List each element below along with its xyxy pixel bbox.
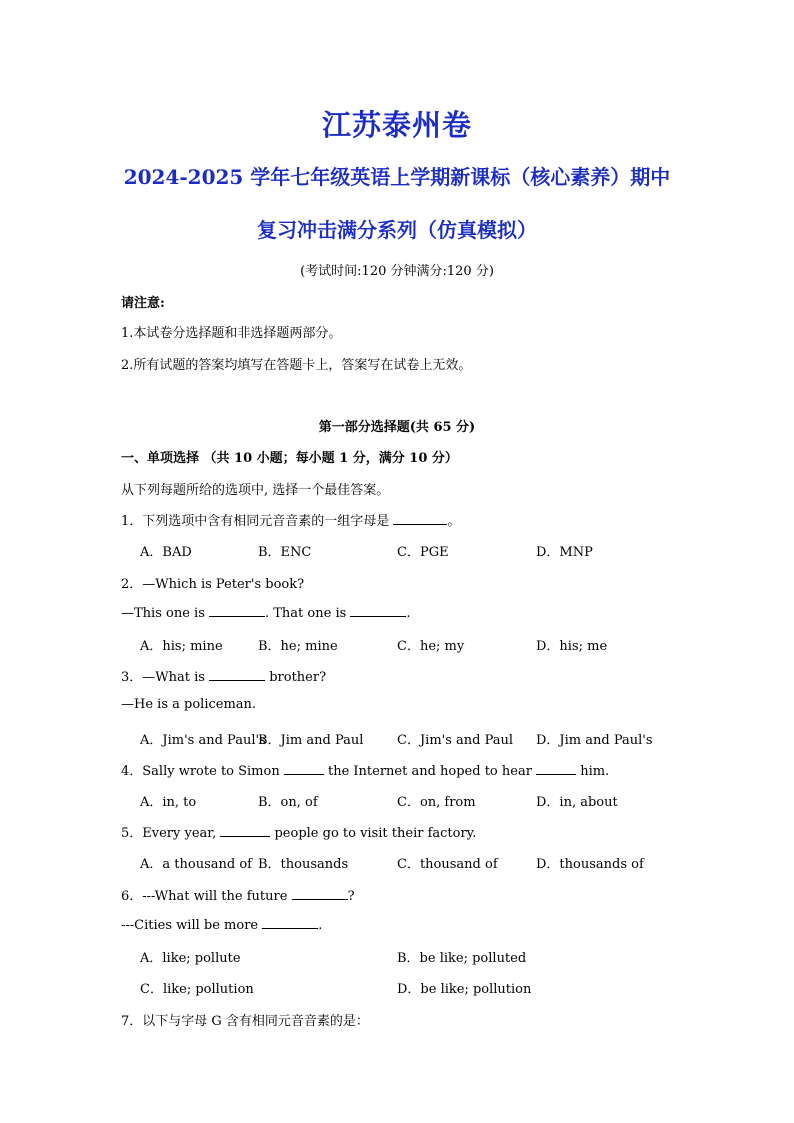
answer-blank: [262, 916, 318, 929]
question-text: . That one is: [265, 606, 351, 621]
notice-heading: 请注意:: [121, 296, 165, 311]
option-d: D．his; me: [536, 639, 608, 654]
section-title: 一、单项选择 （共 10 小题；每小题 1 分，满分 10 分）: [121, 451, 458, 466]
option-b: B．be like; polluted: [397, 951, 527, 966]
question-text: —This one is: [121, 606, 209, 621]
question-text: 1．下列选项中含有相同元音音素的一组字母是: [121, 514, 394, 529]
question-text: 4．Sally wrote to Simon: [121, 764, 284, 779]
question-text: people go to visit their factory.: [270, 826, 477, 841]
exam-subtitle-line-2: 复习冲击满分系列（仿真模拟）: [257, 218, 537, 242]
option-d: D．be like; pollution: [397, 982, 532, 997]
answer-blank: [209, 604, 265, 617]
option-a: A．his; mine: [140, 639, 223, 654]
option-c: C．on, from: [397, 795, 476, 810]
option-c: C．thousand of: [397, 857, 498, 872]
question-stem: [121, 760, 609, 779]
question-text: 3．—What is: [121, 670, 210, 685]
option-b: B．on, of: [258, 795, 318, 810]
answer-blank: [393, 512, 447, 525]
question-text: brother?: [265, 670, 327, 685]
option-a: A．like; pollute: [140, 951, 241, 966]
exam-title: 江苏泰州卷: [321, 108, 472, 142]
question-stem: [121, 604, 411, 621]
option-b: B．he; mine: [258, 639, 338, 654]
option-b: B．Jim and Paul: [258, 733, 364, 748]
question-text: .: [318, 918, 323, 933]
question-text: him.: [576, 764, 610, 779]
option-b: B．ENC: [258, 545, 312, 560]
option-c: C．like; pollution: [140, 982, 254, 997]
answer-blank: [536, 762, 576, 775]
option-c: C．Jim's and Paul: [397, 733, 514, 748]
option-c: C．PGE: [397, 545, 449, 560]
question-text: ?: [347, 889, 355, 904]
option-d: D．in, about: [536, 795, 618, 810]
option-a: A．BAD: [140, 545, 192, 560]
question-stem: [121, 885, 355, 904]
question-stem: 7．以下与字母 G 含有相同元音音素的是：: [121, 1014, 369, 1029]
option-d: D．thousands of: [536, 857, 644, 872]
question-text: the Internet and hoped to hear: [323, 764, 537, 779]
question-stem: [121, 822, 476, 841]
option-d: D．MNP: [536, 545, 593, 560]
question-stem: 2．—Which is Peter's book?: [121, 577, 305, 592]
option-a: A．in, to: [140, 795, 197, 810]
exam-time-info: (考试时间:120 分钟满分:120 分): [300, 264, 494, 279]
question-text: 5．Every year,: [121, 826, 221, 841]
question-stem: [121, 666, 326, 685]
question-text: 6．---What will the future: [121, 889, 292, 904]
question-stem: —He is a policeman.: [121, 697, 257, 712]
option-a: A．Jim's and Paul's: [140, 733, 266, 748]
section-instruction: 从下列每题所给的选项中, 选择一个最佳答案。: [121, 483, 390, 498]
option-a: A．a thousand of: [140, 857, 252, 872]
option-d: D．Jim and Paul's: [536, 733, 653, 748]
answer-blank: [209, 668, 265, 681]
question-stem: [121, 916, 322, 933]
notice-item: 1.本试卷分选择题和非选择题两部分。: [121, 326, 342, 341]
answer-blank: [220, 824, 270, 837]
question-stem: [121, 510, 460, 529]
answer-blank: [284, 762, 324, 775]
question-text: ---Cities will be more: [121, 918, 263, 933]
option-b: B．thousands: [258, 857, 349, 872]
option-c: C．he; my: [397, 639, 465, 654]
part-heading: 第一部分选择题(共 65 分): [318, 420, 476, 435]
question-text: 。: [447, 514, 461, 529]
exam-subtitle-line-1: 2024-2025 学年七年级英语上学期新课标（核心素养）期中: [123, 165, 671, 189]
answer-blank: [350, 604, 406, 617]
answer-blank: [292, 887, 348, 900]
notice-item: 2.所有试题的答案均填写在答题卡上，答案写在试卷上无效。: [121, 358, 472, 373]
question-text: .: [406, 606, 411, 621]
